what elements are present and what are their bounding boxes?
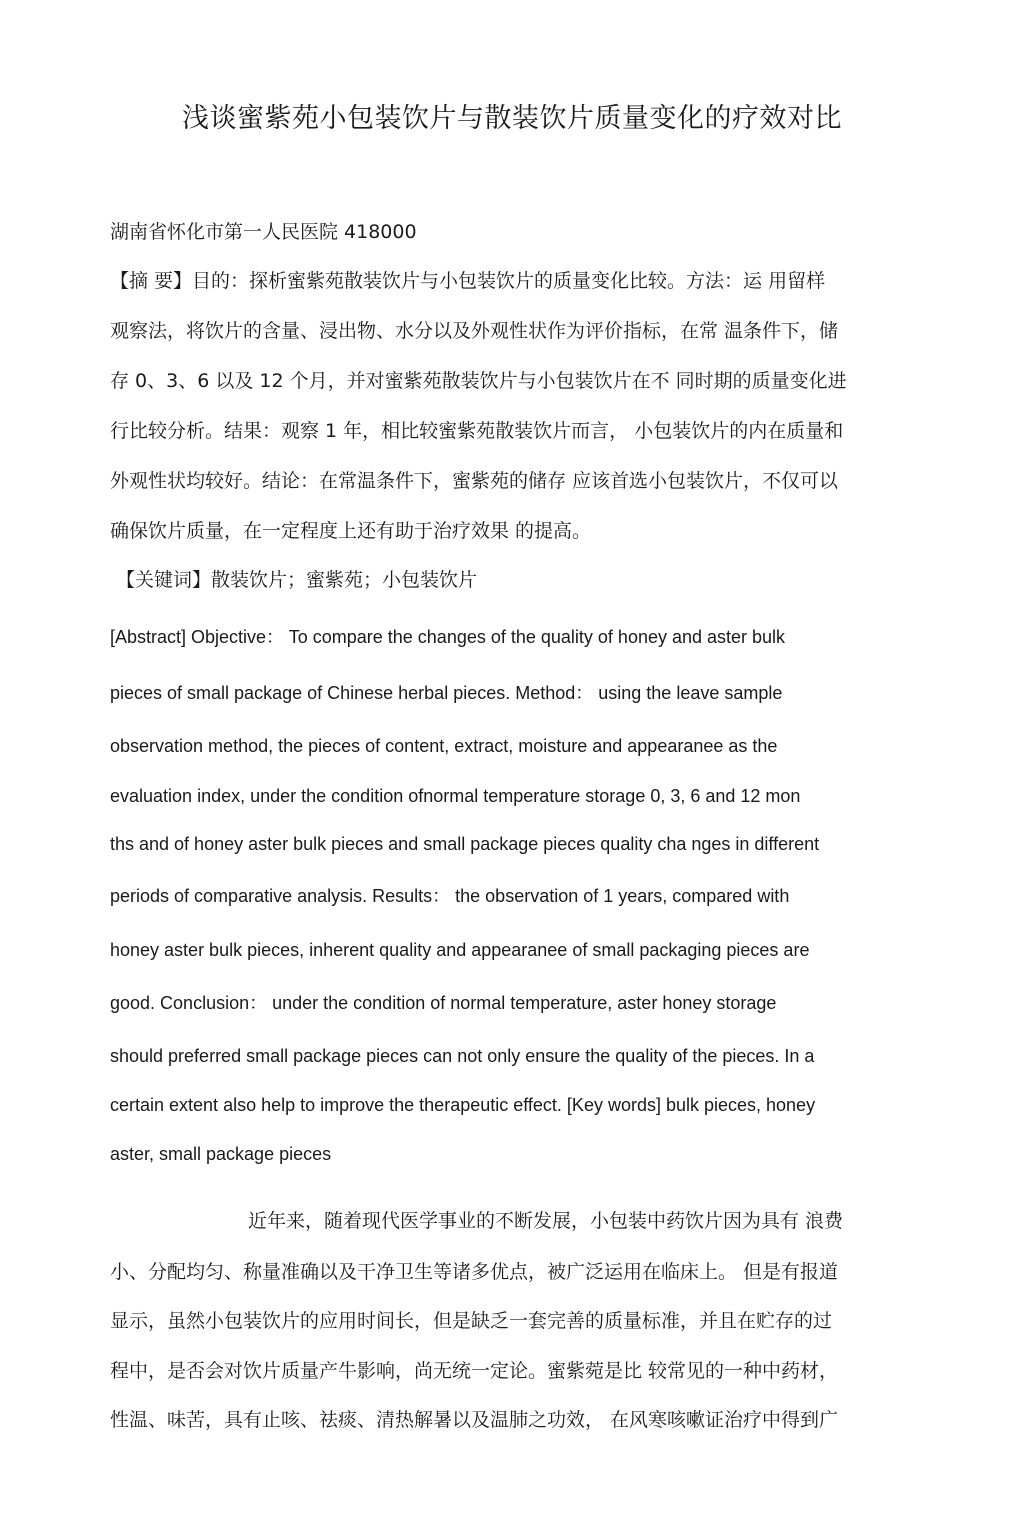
body-line: 性温、味苦，具有止咳、祛痰、清热解暑以及温肺之功效， 在风寒咳嗽证治疗中得到广 [110,1409,839,1431]
abstract-en-line: pieces of small package of Chinese herbal pieces. Method： using the leave sample [110,683,783,703]
abstract-cn-line: 观察法，将饮片的含量、浸出物、水分以及外观性状作为评价指标，在常 温条件下，储 [110,320,839,342]
keywords-cn: 【关键词】散装饮片；蜜紫苑；小包装饮片 [116,569,478,591]
abstract-en-line: aster, small package pieces [110,1144,332,1164]
abstract-cn-line: 存 0、3、6 以及 12 个月，并对蜜紫苑散装饮片与小包装饮片在不 同时期的质量变化进 [110,370,847,392]
body-line: 小、分配均匀、称量准确以及干净卫生等诸多优点，被广泛运用在临床上。 但是有报道 [110,1261,839,1283]
abstract-en-line: good. Conclusion： under the condition of normal temperature, aster honey storage [110,993,777,1013]
body-line: 近年来，随着现代医学事业的不断发展，小包装中药饮片因为具有 浪费 [248,1210,844,1232]
abstract-en-line: evaluation index, under the condition ofnormal temperature storage 0, 3, 6 and 12 mon [110,786,801,806]
author-affiliation: 湖南省怀化市第一人民医院 418000 [110,221,417,243]
body-line: 程中，是否会对饮片质量产牛影响，尚无统一定论。蜜紫菀是比 较常见的一种中药材， [110,1360,839,1382]
body-line: 显示，虽然小包装饮片的应用时间长，但是缺乏一套完善的质量标准，并且在贮存的过 [110,1310,833,1332]
abstract-cn-line: 确保饮片质量，在一定程度上还有助于治疗效果 的提高。 [110,520,592,542]
page-title: 浅谈蜜紫苑小包装饮片与散装饮片质量变化的疗效对比 [182,103,842,134]
abstract-cn-line: 外观性状均较好。结论：在常温条件下，蜜紫苑的储存 应该首选小包装饮片，不仅可以 [110,470,839,492]
abstract-cn-line: 行比较分析。结果：观察 1 年，相比较蜜紫苑散装饮片而言， 小包装饮片的内在质量和 [110,420,844,442]
abstract-en-line: should preferred small package pieces can not only ensure the quality of the pieces. In a [110,1046,815,1066]
abstract-en-line: ths and of honey aster bulk pieces and small package pieces quality cha nges in different [110,834,820,854]
abstract-en-line: observation method, the pieces of content, extract, moisture and appearanee as the [110,736,778,756]
abstract-en-line: [Abstract] Objective： To compare the changes of the quality of honey and aster bulk [110,627,786,647]
abstract-en-line: periods of comparative analysis. Results： the observation of 1 years, compared with [110,886,790,906]
abstract-en-line: certain extent also help to improve the therapeutic effect. [Key words] bulk pieces, honey [110,1095,816,1115]
abstract-cn-line: 【摘 要】目的：探析蜜紫苑散装饮片与小包装饮片的质量变化比较。方法：运 用留样 [110,270,826,292]
abstract-en-line: honey aster bulk pieces, inherent quality and appearanee of small packaging pieces are [110,940,810,960]
